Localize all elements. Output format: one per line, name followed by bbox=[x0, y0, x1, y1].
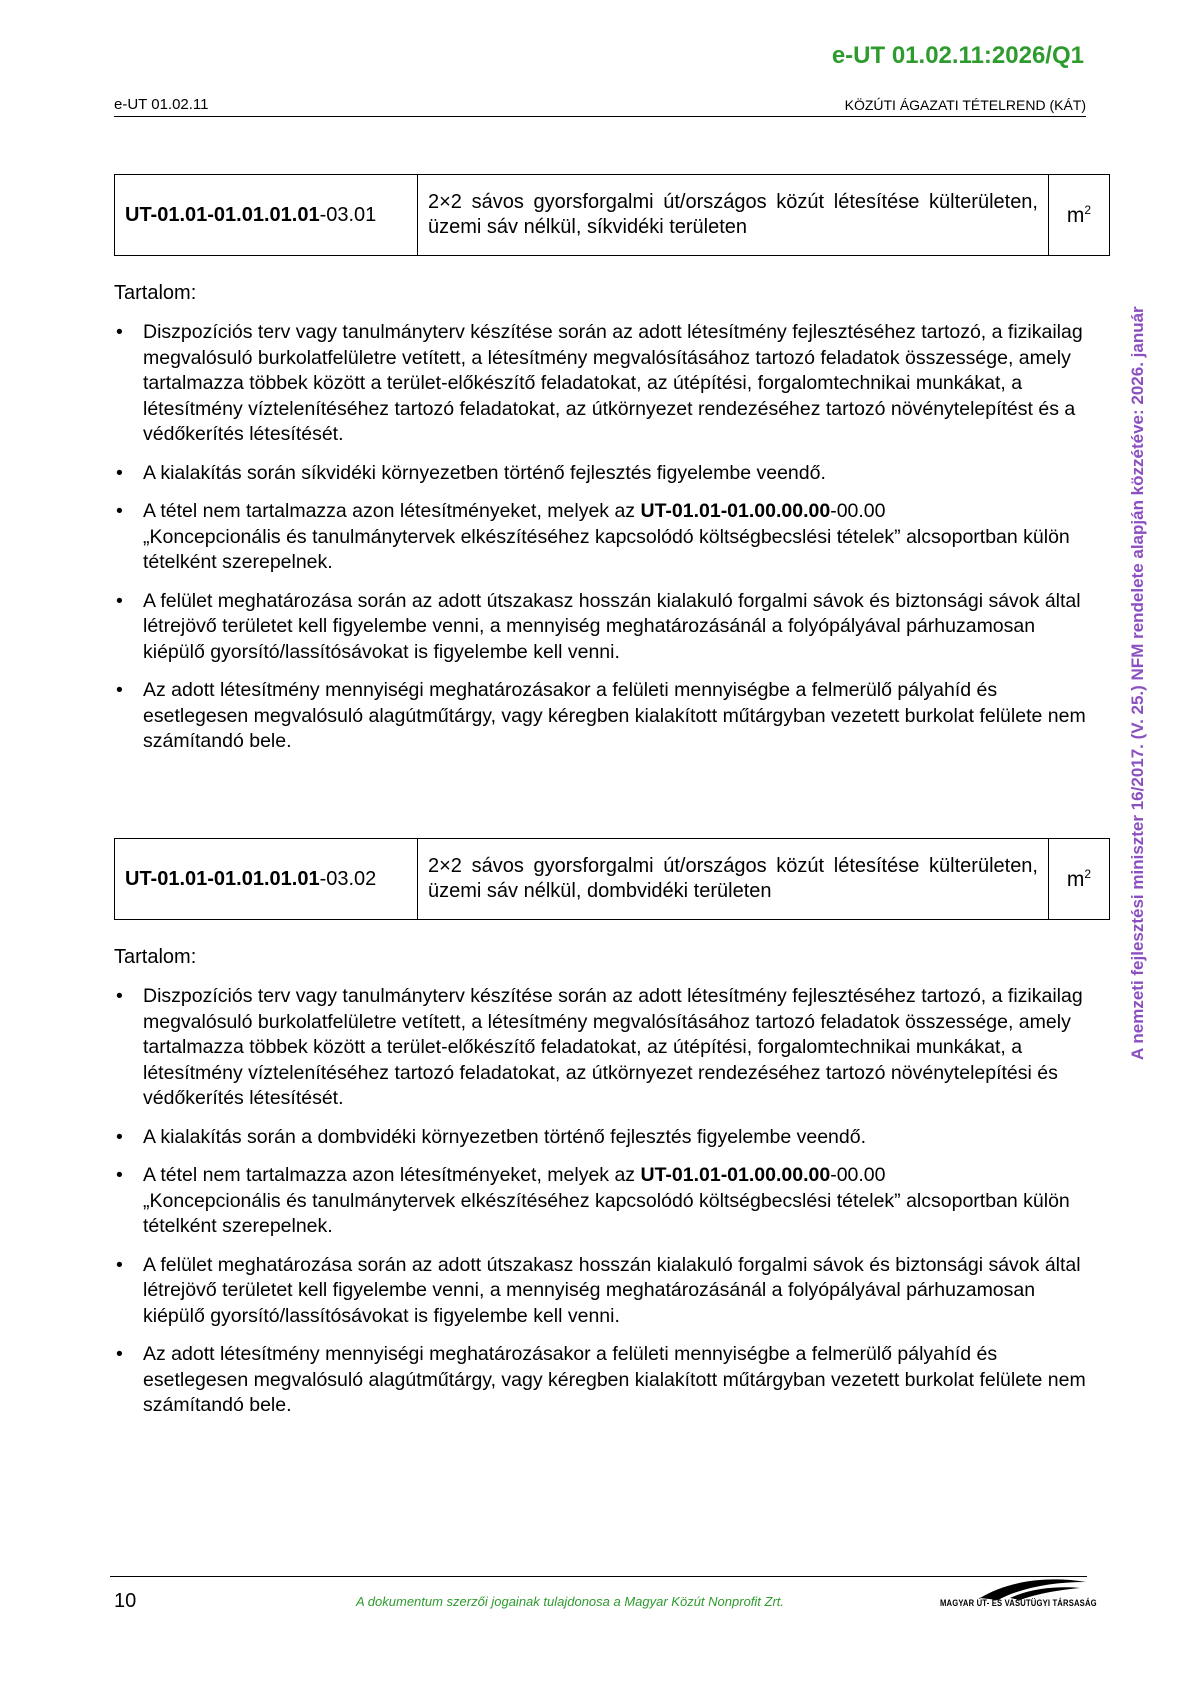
list-item: • Diszpozíciós terv vagy tanulmányterv készítése során az adott létesítmény fejlesztéséhez tartozó, a fizikailag megvalósuló burkolatfelületre vetített, a létesítmény megvalósításához tartozó feladatok összessége, amely tartalmazza többek között a terület-előkészítő feladatokat, az útépítési, forgalomtechnikai munkákat, a létesítmény víztelenítéséhez tartozó feladatokat, az útkörnyezet rendezéséhez tartozó növénytelepítési és védőkerítés létesítését. bbox=[116, 985, 1083, 1109]
running-header bbox=[114, 96, 1086, 117]
copyright-notice: A dokumentum szerzői jogainak tulajdonosa a Magyar Közút Nonprofit Zrt. bbox=[356, 1594, 785, 1609]
content-bullet-list bbox=[114, 320, 1086, 768]
list-item: • A felület meghatározása során az adott útszakasz hosszán kialakuló forgalmi sávok és biztonsági sávok által létrejövő területet kell figyelembe venni, a mennyiség meghatározásánál a folyópályával párhuzamosan kiépülő gyorsító/lassítósávokat is figyelembe kell venni. bbox=[116, 589, 1081, 663]
list-item: • A tétel nem tartalmazza azon létesítményeket, melyek az UT-01.01-01.00.00.00-00.00 „Koncepcionális és tanulmánytervek elkészítéséhez kapcsolódó költségbecslési tételek” alcsoportban külön tételként szerepelnek. bbox=[116, 1164, 1070, 1237]
list-item: • A felület meghatározása során az adott útszakasz hosszán kialakuló forgalmi sávok és biztonsági sávok által létrejövő területet kell figyelembe venni, a mennyiség meghatározásánál a folyópályával párhuzamosan kiépülő gyorsító/lassítósávokat is figyelembe kell venni. bbox=[116, 1253, 1081, 1327]
list-item: • A kialakítás során síkvidéki környezetben történő fejlesztés figyelembe veendő. bbox=[116, 461, 826, 484]
list-item: • Az adott létesítmény mennyiségi meghatározásakor a felületi mennyiségbe a felmerülő pályahíd és esetlegesen megvalósuló alagútműtárgy, vagy kéregben kialakított műtárgyban vezetett burkolat felülete nem számítandó bele. bbox=[116, 679, 1086, 752]
list-item: • A kialakítás során a dombvidéki környezetben történő fejlesztés figyelembe veendő. bbox=[116, 1125, 866, 1148]
item-code: UT-01.01-01.01.01.01-03.02 bbox=[115, 839, 418, 920]
item-code: UT-01.01-01.01.01.01-03.01 bbox=[115, 175, 418, 256]
content-label: Tartalom: bbox=[114, 946, 197, 968]
item-description: 2×2 sávos gyorsforgalmi út/országos közút létesítése külterületen, üzemi sáv nélkül, síkvidéki területen bbox=[418, 175, 1049, 256]
content-label: Tartalom: bbox=[114, 282, 197, 304]
item-table bbox=[114, 174, 1110, 256]
header-left: e-UT 01.02.11 bbox=[114, 96, 209, 113]
document-code: e-UT 01.02.11:2026/Q1 bbox=[831, 42, 1084, 69]
publication-side-note: A nemzeti fejlesztési miniszter 16/2017. (V. 25.) NFM rendelete alapján közzétéve: 2026. január bbox=[1128, 306, 1147, 1060]
page-number: 10 bbox=[114, 1590, 137, 1612]
list-item: • A tétel nem tartalmazza azon létesítményeket, melyek az UT-01.01-01.00.00.00-00.00 „Koncepcionális és tanulmánytervek elkészítéséhez kapcsolódó költségbecslési tételek” alcsoportban külön tételként szerepelnek. bbox=[116, 500, 1070, 573]
item-table bbox=[114, 838, 1110, 920]
logo-text: MAGYAR ÚT- ÉS VASÚTÜGYI TÁRSASÁG bbox=[940, 1598, 1097, 1608]
content-bullet-list bbox=[114, 984, 1086, 1432]
list-item: • Az adott létesítmény mennyiségi meghatározásakor a felületi mennyiségbe a felmerülő pályahíd és esetlegesen megvalósuló alagútműtárgy, vagy kéregben kialakított műtárgyban vezetett burkolat felülete nem számítandó bele. bbox=[116, 1343, 1086, 1416]
list-item: • Diszpozíciós terv vagy tanulmányterv készítése során az adott létesítmény fejlesztéséhez tartozó, a fizikailag megvalósuló burkolatfelületre vetített, a létesítmény megvalósításához tartozó feladatok összessége, amely tartalmazza többek között a terület-előkészítő feladatokat, az útépítési, forgalomtechnikai munkákat, a létesítmény víztelenítéséhez tartozó feladatokat, az útkörnyezet rendezéséhez tartozó növénytelepítést és a védőkerítés létesítését. bbox=[116, 321, 1083, 445]
item-unit: $m^2$ bbox=[1049, 175, 1110, 256]
item-description: 2×2 sávos gyorsforgalmi út/országos közút létesítése külterületen, üzemi sáv nélkül, dombvidéki területen bbox=[418, 839, 1049, 920]
item-unit: $m^2$ bbox=[1049, 839, 1110, 920]
header-right: KÖZÚTI ÁGAZATI TÉTELREND (KÁT) bbox=[844, 97, 1086, 113]
